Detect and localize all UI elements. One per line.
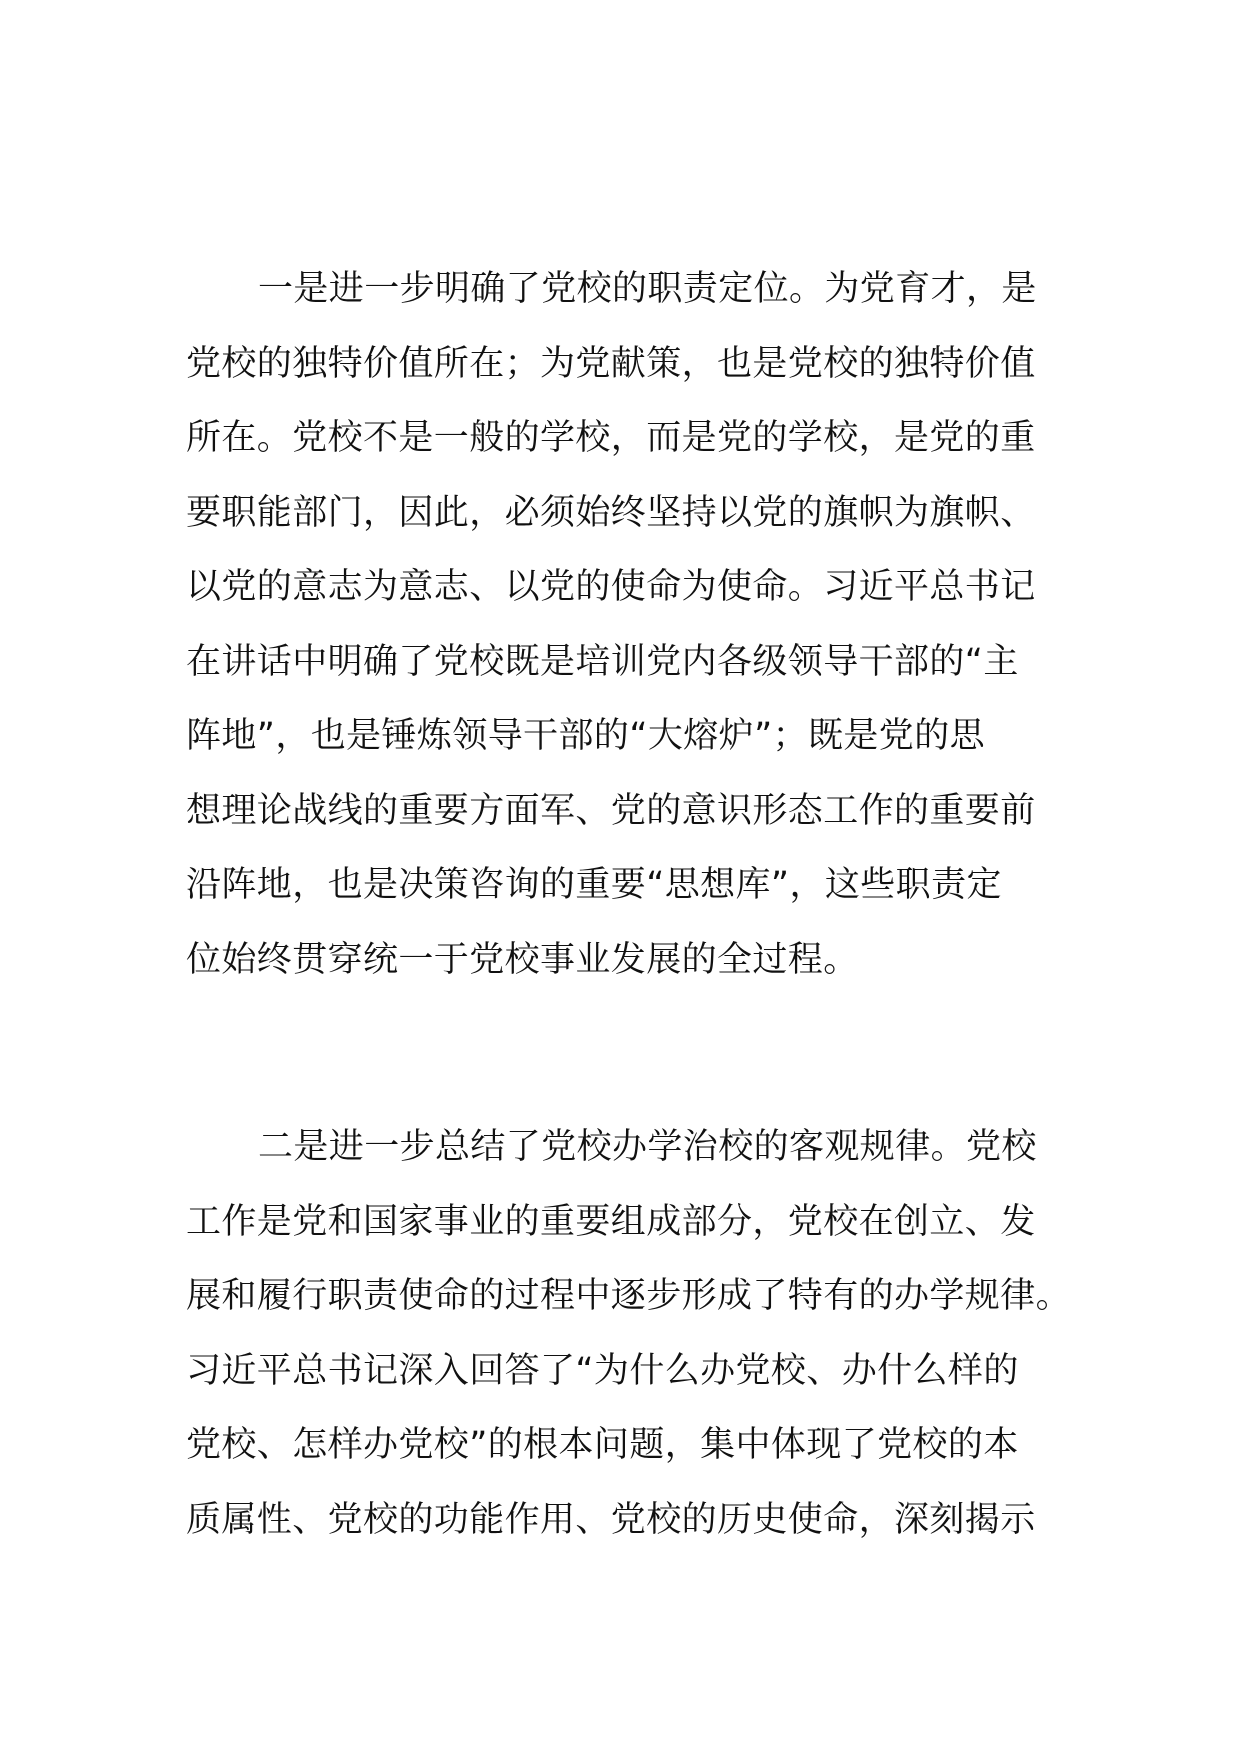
paragraph-line: 工作是党和国家事业的重要组成部分，党校在创立、发 [186,1201,1036,1242]
paragraph-line: 沿阵地，也是决策咨询的重要“思想库”，这些职责定 [186,865,1002,905]
paragraph-line: 展和履行职责使命的过程中逐步形成了特有的办学规律。 [186,1276,1072,1316]
paragraph-line: 党校、怎样办党校”的根本问题，集中体现了党校的本 [186,1425,1019,1465]
paragraph-line: 习近平总书记深入回答了“为什么办党校、办什么样的 [186,1350,1019,1391]
paragraph-line: 二是进一步总结了党校办学治校的客观规律。党校 [258,1127,1037,1167]
paragraph-line: 一是进一步明确了党校的职责定位。为党育才，是 [258,269,1037,309]
paragraph-line: 以党的意志为意志、以党的使命为使命。习近平总书记 [186,567,1036,607]
paragraph-line: 所在。党校不是一般的学校，而是党的学校，是党的重 [186,418,1036,458]
paragraph-line: 党校的独特价值所在；为党献策，也是党校的独特价值 [186,343,1036,384]
paragraph-1 [186,252,1086,997]
paragraph-line: 要职能部门，因此，必须始终坚持以党的旗帜为旗帜、 [186,492,1036,533]
paragraph-line: 在讲话中明确了党校既是培训党内各级领导干部的“主 [186,641,1019,682]
paragraph-2 [186,1110,1086,1557]
paragraph-line: 质属性、党校的功能作用、党校的历史使命，深刻揭示 [186,1499,1036,1540]
paragraph-line: 想理论战线的重要方面军、党的意识形态工作的重要前 [186,790,1036,831]
paragraph-line: 位始终贯穿统一于党校事业发展的全过程。 [186,939,859,980]
paragraph-line: 阵地”，也是锤炼领导干部的“大熔炉”；既是党的思 [186,716,985,756]
